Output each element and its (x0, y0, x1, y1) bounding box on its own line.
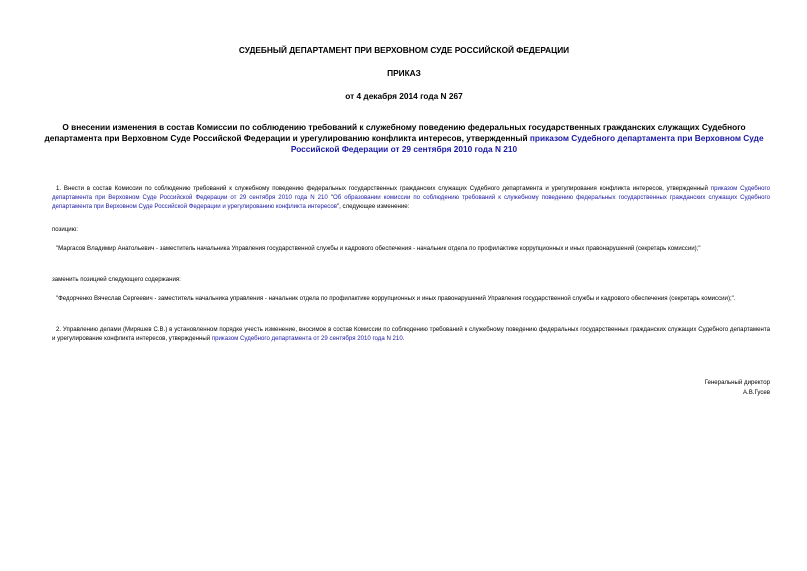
paragraph-3: "Маргасов Владимир Анатольевич - заместитель начальника Управления государственной службы и кадрового обеспечения - начальник отдела по профилактике коррупционных и иных правонарушений (секретарь комиссии);" (56, 245, 701, 252)
paragraph-1-text-a: 1. Внести в состав Комиссии по соблюдению требований к служебному поведению федеральных государственных гражданских служащих Судебного департамента и урегулирования конфликта интересов, утвержденный (56, 185, 711, 192)
signatory-name: А.В.Гусев (742, 388, 770, 396)
document-date: от 4 декабря 2014 года N 267 (345, 91, 463, 101)
paragraph-5: "Федорченко Вячеслав Сергеевич - заместитель начальника управления - начальник отдела по профилактике коррупционных и иных правонарушений Управления государственной службы и кадрового обеспечения (секретарь комиссии);". (56, 295, 736, 302)
paragraph-6-text-b: . (402, 335, 405, 343)
paragraph-1-order-link[interactable]: приказом Судебного департамента при Верховном Суде Российской Федерации от 29 сентября 2010 года N 210 (52, 185, 770, 202)
paragraph-6 (52, 325, 770, 343)
paragraph-1-text-b: " (327, 194, 334, 202)
subject-text: О внесении изменения в состав Комиссии по соблюдению требований к служебному поведению федеральных государственных гражданских служащих Судебного департамента при Верховном Суде Российской Федерации и урегулированию конфликта интересов, утвержденный (44, 122, 746, 143)
paragraph-1-title-link[interactable]: Об образовании комиссии по соблюдению требований к служебному поведению федеральных государственных гражданских служащих Судебного департамента при Верховном Суде Российской Федерации и урегулированию конфликта интересов (52, 194, 770, 211)
paragraph-6-order-link[interactable]: приказом Судебного департамента от 29 сентября 2010 года N 210 (211, 335, 403, 343)
subject-order-link[interactable]: приказом Судебного департамента при Верховном Суде Российской Федерации от 29 сентября 2010 года N 210 (290, 133, 764, 154)
paragraph-1-text-c: ", следующее изменение: (336, 203, 410, 211)
organization-heading: СУДЕБНЫЙ ДЕПАРТАМЕНТ ПРИ ВЕРХОВНОМ СУДЕ РОССИЙСКОЙ ФЕДЕРАЦИИ (238, 45, 570, 55)
paragraph-6-text-a: 2. Управлению делами (Миряшев С.В.) в установленном порядке учесть изменение, вносимое в состав Комиссии по соблюдению требований к служебному поведению федеральных государственных гражданских служащих Судебного департамента и урегулирование конфликта интересов, утвержденный (52, 326, 770, 343)
paragraph-2: позицию: (52, 226, 78, 233)
document-subject (38, 122, 770, 155)
paragraph-4: заменить позицией следующего содержания: (52, 276, 181, 283)
document-type: ПРИКАЗ (387, 68, 421, 78)
signatory-title: Генеральный директор (704, 379, 770, 386)
signature-block (705, 378, 770, 397)
paragraph-1 (52, 184, 770, 212)
